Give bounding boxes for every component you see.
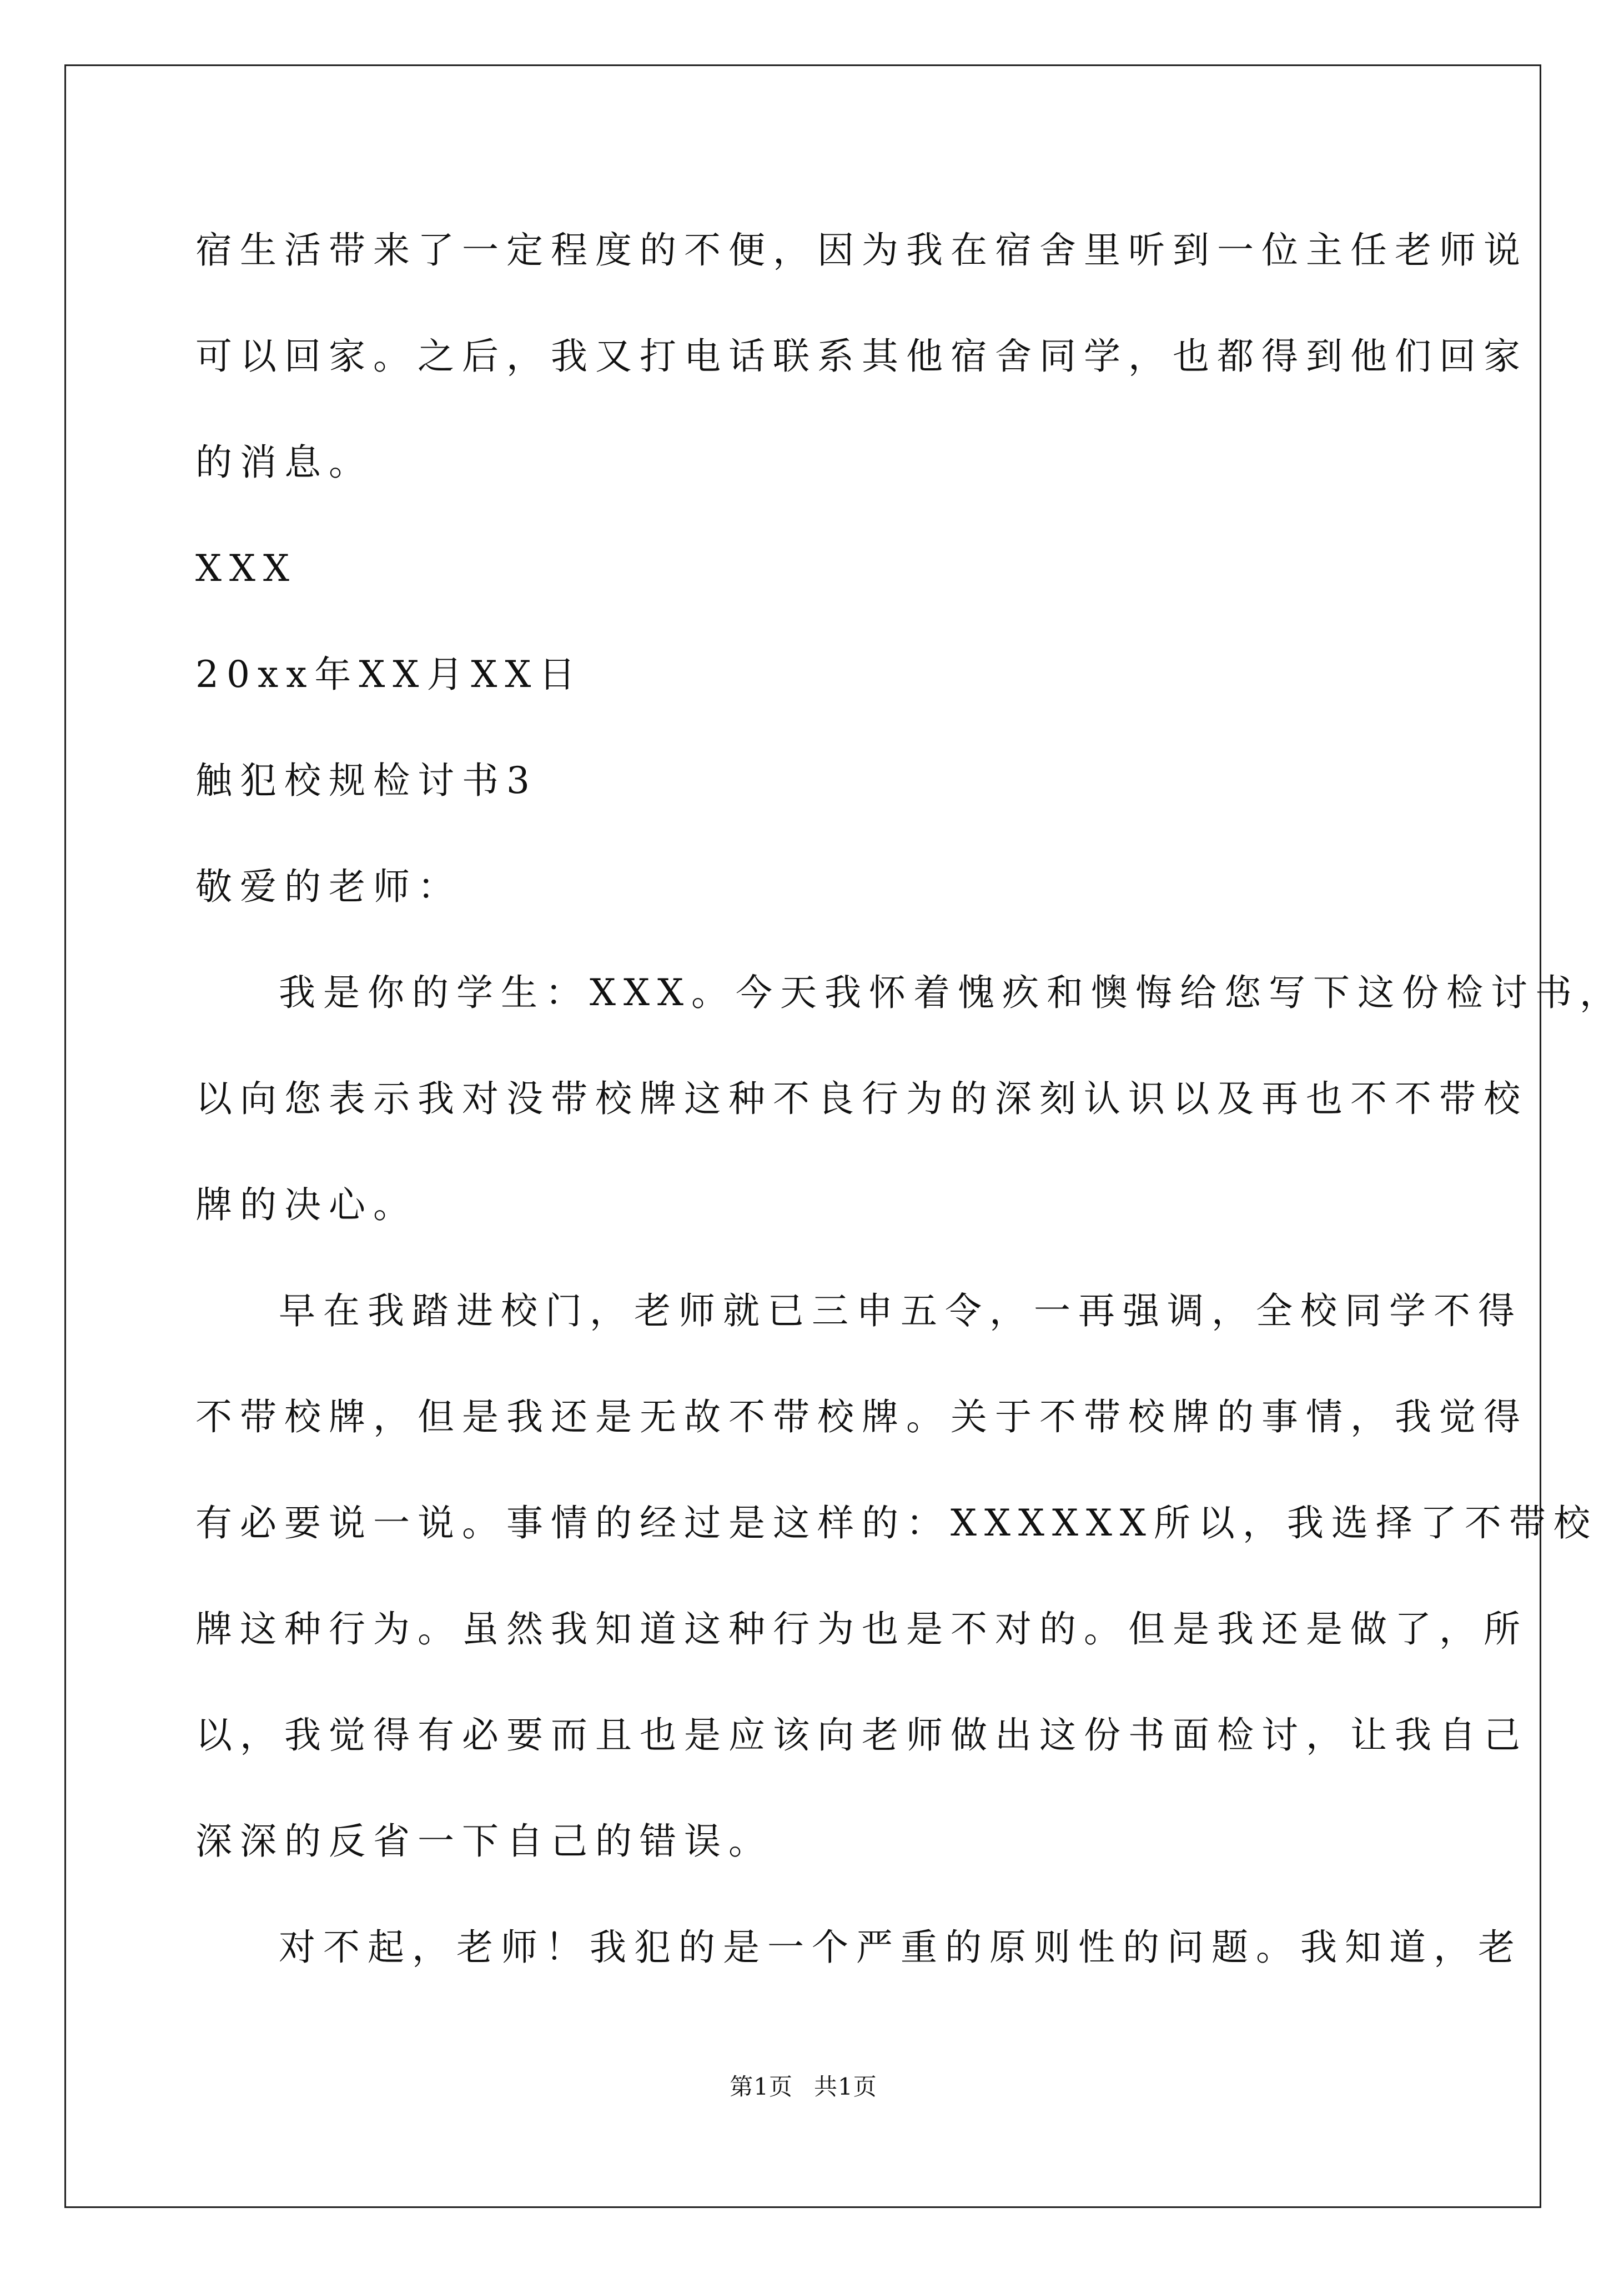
text-line: 牌的决心。 (195, 1183, 418, 1226)
text-line: 我是你的学生：XXX。今天我怀着愧疚和懊悔给您写下这份检讨书， (279, 971, 1624, 1014)
text-line: 深深的反省一下自己的错误。 (195, 1820, 773, 1863)
page-number-current: 第1页 (730, 2073, 793, 2100)
text-line: 以向您表示我对没带校牌这种不良行为的深刻认识以及再也不不带校 (195, 1077, 1528, 1120)
text-line: 敬爱的老师： (195, 865, 462, 908)
text-line: 的消息。 (195, 441, 373, 484)
text-line: 对不起，老师！我犯的是一个严重的原则性的问题。我知道，老 (279, 1926, 1522, 1969)
text-line: 牌这种行为。虽然我知道这种行为也是不对的。但是我还是做了，所 (195, 1608, 1528, 1650)
page-number-total: 共1页 (814, 2073, 877, 2100)
text-line: 触犯校规检讨书3 (195, 759, 537, 802)
text-line: 以，我觉得有必要而且也是应该向老师做出这份书面检讨，让我自己 (195, 1714, 1528, 1757)
text-line: 20xx年XX月XX日 (195, 653, 584, 696)
text-line: 可以回家。之后，我又打电话联系其他宿舍同学，也都得到他们回家 (195, 335, 1528, 378)
page-footer (0, 2070, 1607, 2104)
text-line: 早在我踏进校门，老师就已三申五令，一再强调，全校同学不得 (279, 1289, 1522, 1332)
document-body (195, 219, 1624, 2023)
text-line: 宿生活带来了一定程度的不便，因为我在宿舍里听到一位主任老师说 (195, 229, 1528, 272)
text-line: 不带校牌，但是我还是无故不带校牌。关于不带校牌的事情，我觉得 (195, 1396, 1528, 1438)
text-line: 有必要说一说。事情的经过是这样的：XXXXXX所以，我选择了不带校 (195, 1502, 1598, 1544)
text-line: XXX (195, 547, 297, 590)
